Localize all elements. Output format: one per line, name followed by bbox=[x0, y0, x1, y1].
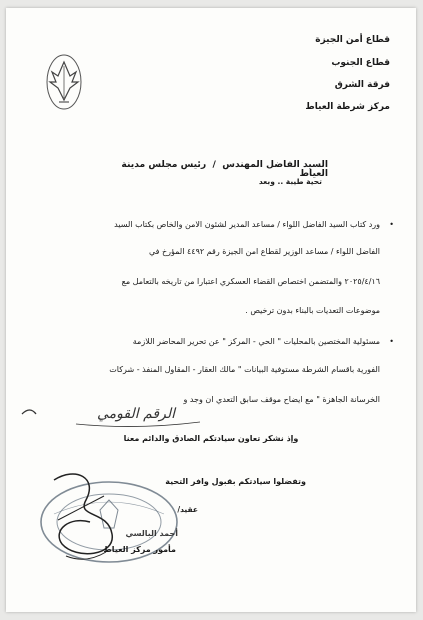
greeting: تحية طيبة .. وبعد bbox=[258, 177, 322, 186]
header-line-south-sector: قطاع الجنوب bbox=[331, 58, 390, 68]
addressee-title: السيد الفاضل المهندس bbox=[222, 159, 328, 170]
para2-line-1: مسئولية المختصين بالمحليات " الحي - المركز " عن تحرير المحاضر اللازمة bbox=[132, 337, 380, 346]
para1-line-2: الفاضل اللواء / مساعد الوزير لقطاع امن الجيزة رقم ٤٤٩٢ المؤرخ في bbox=[148, 247, 380, 256]
para1-line-3: ٢٠٢٥/٤/١٦ والمتضمن اختصاص القضاء العسكري اعتبارا من تاريخه بالتعامل مع bbox=[121, 277, 380, 286]
header-line-police-station: مركز شرطة العياط bbox=[305, 102, 390, 112]
police-eagle-emblem bbox=[44, 52, 84, 112]
document-page bbox=[6, 8, 416, 612]
bullet-1: • bbox=[389, 220, 394, 229]
para1-line-1: ورد كتاب السيد الفاضل اللواء / مساعد المدير لشئون الامن والخاص بكتاب السيد bbox=[114, 220, 380, 229]
header-line-security-sector: قطاع أمن الجيزة bbox=[315, 35, 390, 45]
header-line-east-division: فرقة الشرق bbox=[334, 80, 390, 90]
addressee-line bbox=[106, 160, 328, 178]
para2-line-2: الفورية باقسام الشرطة مستوفية البيانات " مالك العقار - المقاول المنفذ - شركات bbox=[109, 365, 380, 374]
signatory-rank: عقيد/ bbox=[177, 505, 198, 514]
handwritten-note bbox=[16, 396, 226, 430]
addressee-separator: / bbox=[212, 159, 216, 170]
handwritten-text: الرقم القومي bbox=[97, 406, 175, 422]
bullet-2: • bbox=[389, 337, 394, 346]
para2-line-3: الخرسانة الجاهزة " مع ايضاح موقف سابق التعدي ان وجد و bbox=[183, 395, 380, 404]
signatory-name: أحمد البالسي bbox=[125, 529, 178, 538]
addressee-position: رئيس مجلس مدينة العياط bbox=[121, 159, 328, 180]
para1-line-4: موضوعات التعديات بالبناء بدون ترخيص . bbox=[245, 306, 380, 315]
signatory-title: مأمور مركز العياط bbox=[103, 545, 176, 554]
closing-thanks: وإذ نشكر تعاون سيادتكم الصادق والدائم معنا bbox=[123, 434, 299, 443]
closing-regards: وتفضلوا سيادتكم بقبول وافر التحية bbox=[165, 477, 306, 486]
